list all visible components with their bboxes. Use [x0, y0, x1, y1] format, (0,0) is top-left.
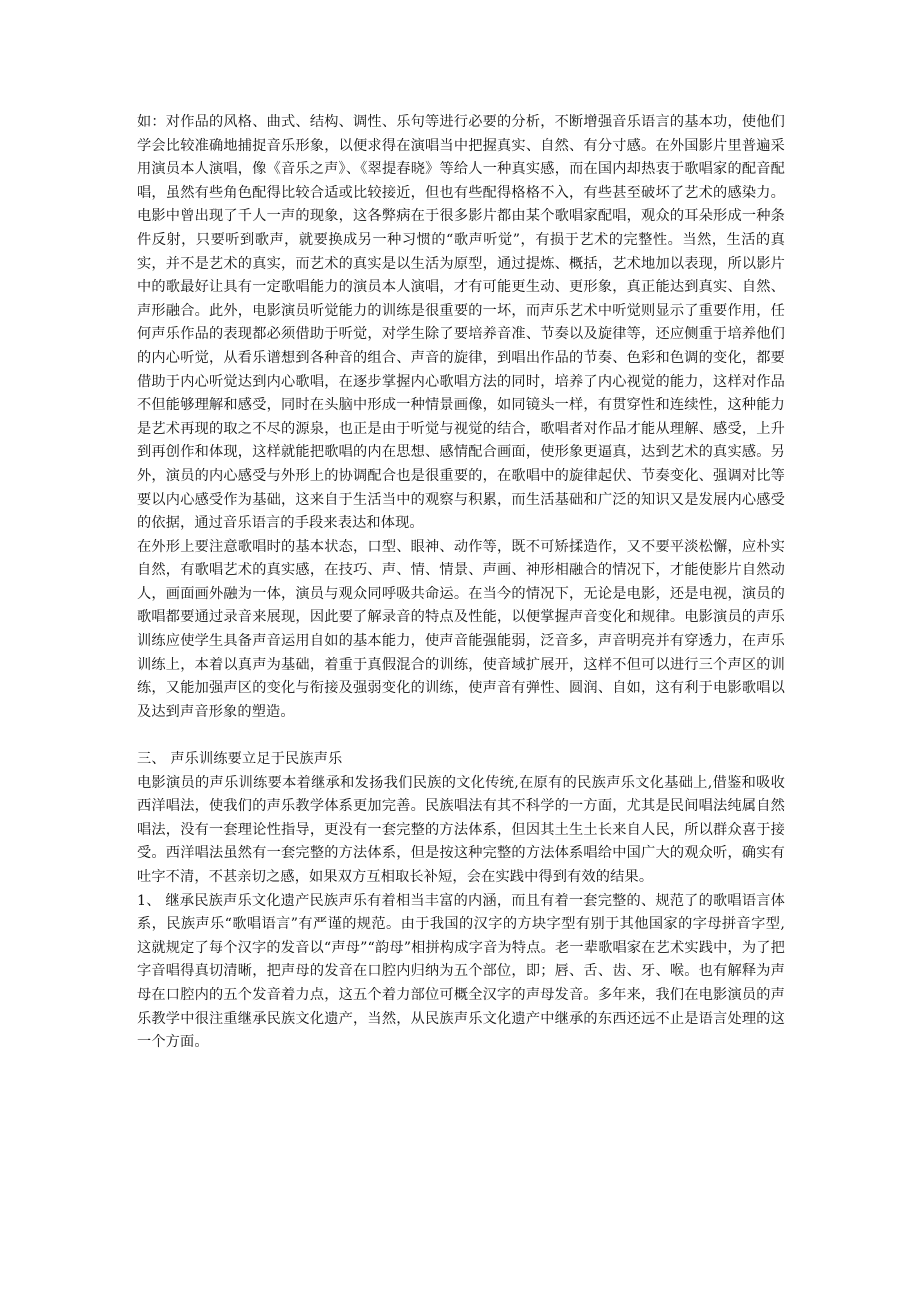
paragraph-external-form: 在外形上要注意歌唱时的基本状态，口型、眼神、动作等，既不可矫揉造作，又不要平淡松懈，应朴实自然，有歌唱艺术的真实感，在技巧、声、情、情景、声画、神形相融合的情况下，才能使影片自然动人，画面画外融为一体，演员与观众同呼吸共命运。在当今的情况下，无论是电影，还是电视，演员的歌唱都要通过录音来展现，因此要了解录音的特点及性能，以便掌握声音变化和规律。电影演员的声乐训练应使学生具备声音运用自如的基本能力，使声音能强能弱，泛音多，声音明亮并有穿透力，在声乐训练上，本着以真声为基础，着重于真假混合的训练，使音域扩展开，这样不但可以进行三个声区的训练，又能加强声区的变化与衔接及强弱变化的训练，使声音有弹性、圆润、自如，这有利于电影歌唱以及达到声音形象的塑造。 — [137, 538, 785, 720]
paragraph-spacer — [137, 724, 785, 748]
section-heading-national-vocal: 三、 声乐训练要立足于民族声乐 — [137, 751, 343, 768]
paragraph-inherit-tradition: 电影演员的声乐训练要本着继承和发扬我们民族的文化传统,在原有的民族声乐文化基础上,借鉴和吸收西洋唱法，使我们的声乐教学体系更加完善。民族唱法有其不科学的一方面，尤其是民间唱法纯属自然唱法，没有一套理论性指导，更没有一套完整的方法体系，但因其土生土长来自人民，所以群众喜于接受。西洋唱法虽然有一套完整的方法体系，但是按这种完整的方法体系唱给中国广大的观众听，确实有吐字不清，不甚亲切之感，如果双方互相取长补短，会在实践中得到有效的结果。 — [137, 774, 785, 885]
paragraph-item-1-heritage: 1、 继承民族声乐文化遗产民族声乐有着相当丰富的内涵，而且有着一套完整的、规范了的歌唱语言体系，民族声乐“歌唱语言”有严谨的规范。由于我国的汉字的方块字型有别于其他国家的字母拼音字型,这就规定了每个汉字的发音以“声母”“韵母”相拼构成字音为特点。老一辈歌唱家在艺术实践中，为了把字音唱得真切清晰，把声母的发音在口腔内归纳为五个部位，即；唇、舌、齿、牙、喉。也有解释为声母在口腔内的五个发音着力点，这五个着力部位可概全汉字的声母发音。多年来，我们在电影演员的声乐教学中很注重继承民族文化遗产，当然，从民族声乐文化遗产中继承的东西还远不止是语言处理的这一个方面。 — [137, 892, 785, 1051]
document-body — [137, 111, 785, 1055]
paragraph-inner-hearing: 如：对作品的风格、曲式、结构、调性、乐句等进行必要的分析，不断增强音乐语言的基本功，使他们学会比较准确地捕捉音乐形象，以便求得在演唱当中把握真实、自然、有分寸感。在外国影片里普遍采用演员本人演唱，像《音乐之声》、《翠提春晓》等给人一种真实感，而在国内却热衷于歌唱家的配音配唱，虽然有些角色配得比较合适或比较接近，但也有些配得格格不入，有些甚至破坏了艺术的感染力。电影中曾出现了千人一声的现象，这各弊病在于很多影片都由某个歌唱家配唱，观众的耳朵形成一种条件反射，只要听到歌声，就要换成另一种习惯的“歌声听觉”，有损于艺术的完整性。当然，生活的真实，并不是艺术的真实，而艺术的真实是以生活为原型，通过提炼、概括，艺术地加以表现，所以影片中的歌最好让具有一定歌唱能力的演员本人演唱，才有可能更生动、更形象，真正能达到真实、自然、声形融合。此外，电影演员听觉能力的训练是很重要的一坏，而声乐艺术中听觉则显示了重要作用，任何声乐作品的表现都必须借助于听觉，对学生除了要培养音准、节奏以及旋律等，还应侧重于培养他们的内心听觉，从看乐谱想到各种音的组合、声音的旋律，到唱出作品的节奏、色彩和色调的变化，都要借助于内心听觉达到内心歌唱，在逐步掌握内心歌唱方法的同时，培养了内心视觉的能力，这样对作品不但能够理解和感受，同时在头脑中形成一种情景画像，如同镜头一样，有贯穿性和连续性，这种能力是艺术再现的取之不尽的源泉，也正是由于听觉与视觉的结合，歌唱者对作品才能从理解、感受，上升到再创作和体现，这样就能把歌唱的内在思想、感情配合画面，使形象更逼真，达到艺术的真实感。另外，演员的内心感受与外形上的协调配合也是很重要的，在歌唱中的旋律起伏、节奏变化、强调对比等要以内心感受作为基础，这来自于生活当中的观察与积累，而生活基础和广泛的知识又是发展内心感受的依据，通过音乐语言的手段来表达和体现。 — [137, 114, 785, 532]
